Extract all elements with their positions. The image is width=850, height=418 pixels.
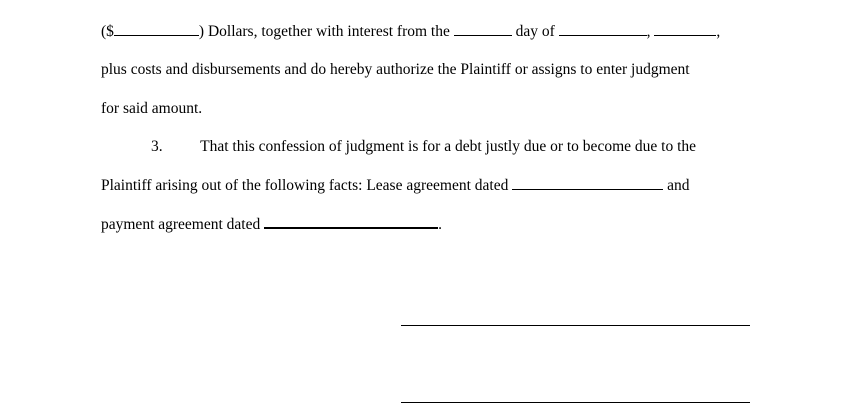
paragraph-3 xyxy=(151,138,696,156)
dollar-amount-field[interactable] xyxy=(114,23,199,36)
interest-day-field[interactable] xyxy=(454,23,512,36)
and-text: and xyxy=(667,177,690,194)
interest-year-field[interactable] xyxy=(654,23,716,36)
dollars-interest-text: ) Dollars, together with interest from the xyxy=(198,23,450,40)
lease-date-field[interactable] xyxy=(512,177,663,190)
interest-month-field[interactable] xyxy=(559,23,647,36)
payment-agreement-text: payment agreement dated xyxy=(101,216,261,233)
costs-line: plus costs and disbursements and do hereby authorize the Plaintiff or assigns to enter judgment xyxy=(101,61,690,78)
day-of-text: day of xyxy=(515,23,555,40)
dollar-open: ($ xyxy=(101,23,114,40)
comma: , xyxy=(716,23,721,40)
payment-agreement-line xyxy=(101,215,442,234)
comma: , xyxy=(646,23,651,40)
facts-text: Plaintiff arising out of the following facts: Lease agreement dated xyxy=(101,177,509,194)
period: . xyxy=(438,216,442,233)
paragraph-3-text: That this confession of judgment is for a debt justly due or to become due to the xyxy=(200,138,697,155)
amount-line xyxy=(101,23,720,41)
facts-line xyxy=(101,177,689,195)
signature-line-1[interactable] xyxy=(401,325,750,326)
paragraph-number: 3. xyxy=(151,138,163,155)
said-amount-line: for said amount. xyxy=(101,100,203,117)
payment-agreement-date-field[interactable] xyxy=(264,215,438,229)
signature-line-2[interactable] xyxy=(401,402,750,403)
